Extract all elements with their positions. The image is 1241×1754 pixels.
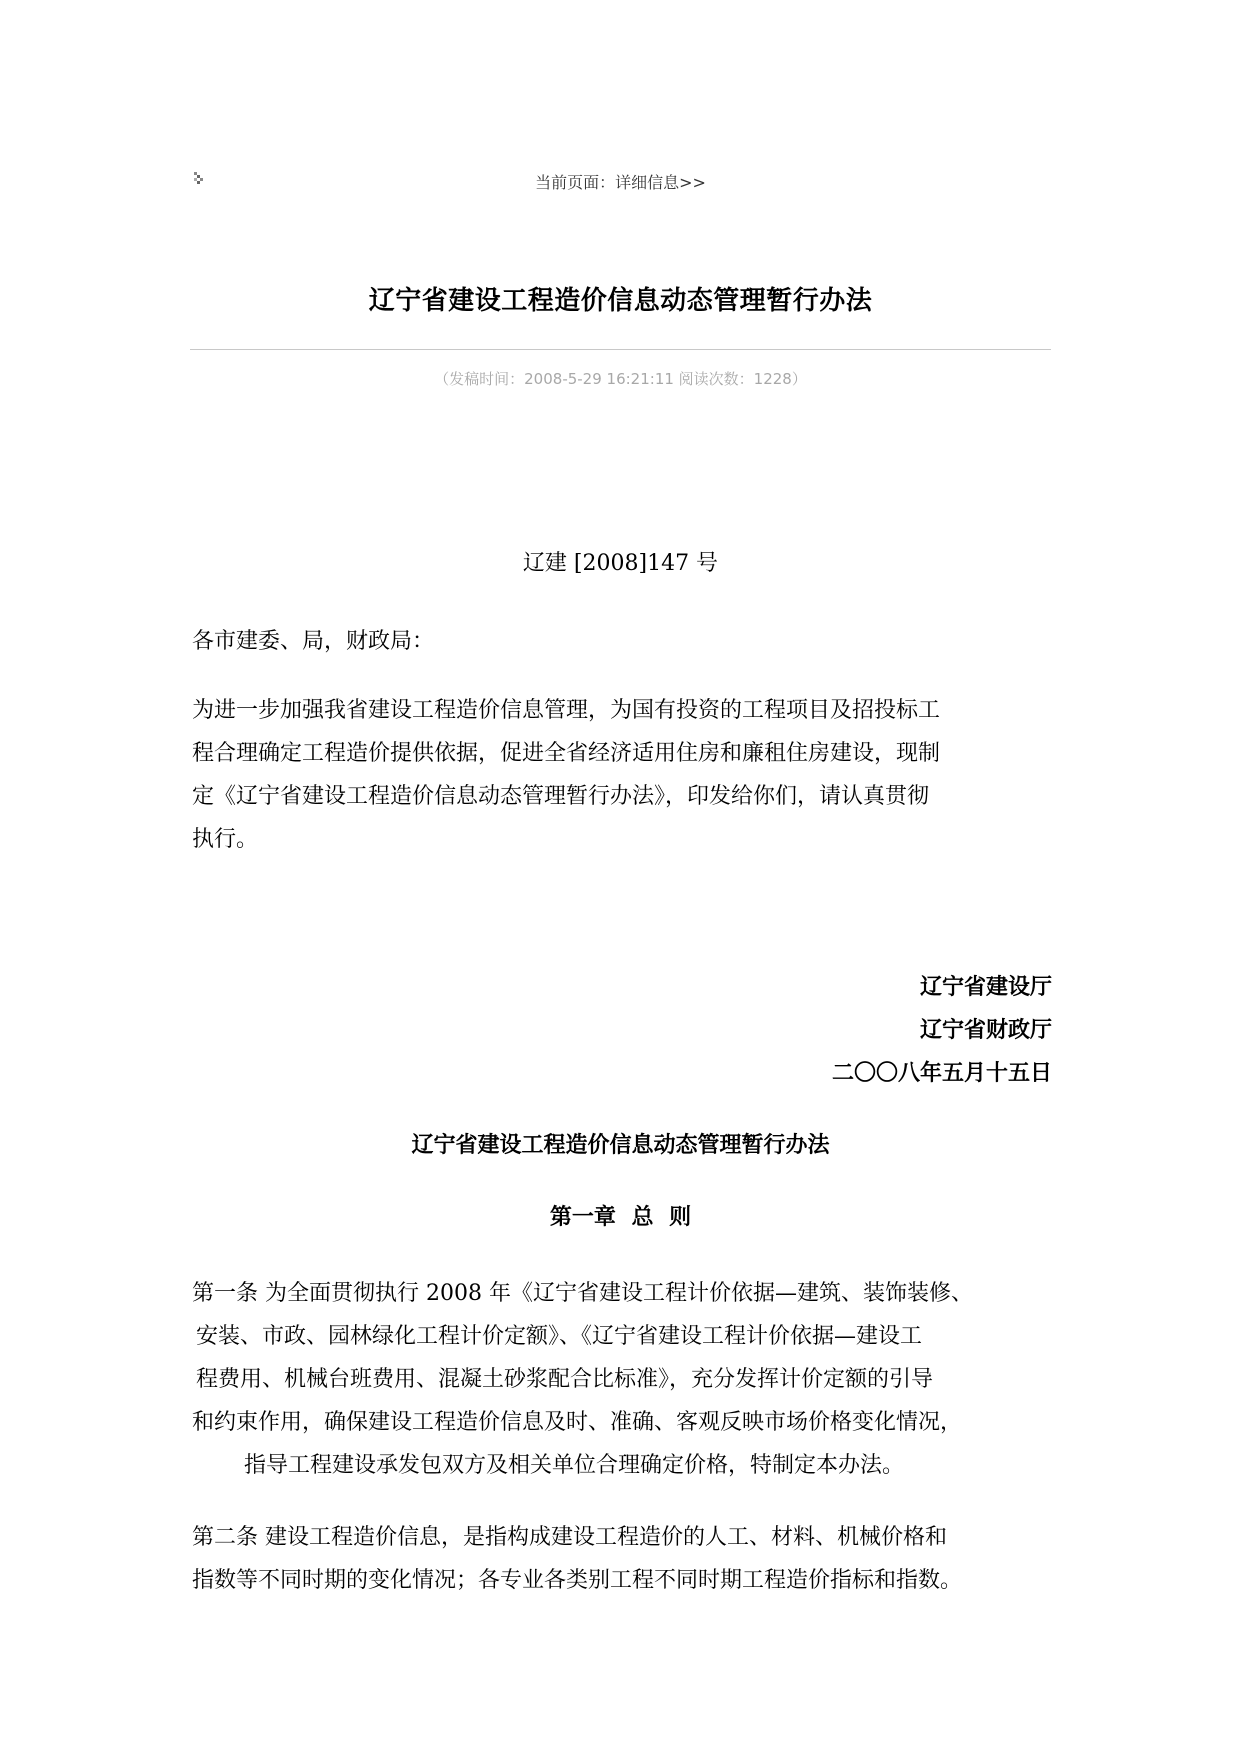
article-1-line: 程费用、机械台班费用、混凝土砂浆配合比标准》，充分发挥计价定额的引导 [196, 1367, 934, 1392]
signature-finance-dept: 辽宁省财政厅 [919, 1018, 1052, 1043]
intro-line: 为进一步加强我省建设工程造价信息管理，为国有投资的工程项目及招投标工 [192, 698, 941, 723]
signature-date: 二〇〇八年五月十五日 [831, 1061, 1052, 1086]
intro-paragraph [192, 689, 1054, 861]
intro-line: 程合理确定工程造价提供依据，促进全省经济适用住房和廉租住房建设，现制 [192, 741, 941, 766]
addressee: 各市建委、局，财政局： [192, 629, 435, 654]
page-title: 辽宁省建设工程造价信息动态管理暂行办法 [368, 286, 873, 316]
article-1-line: 指导工程建设承发包双方及相关单位合理确定价格，特制定本办法。 [244, 1453, 905, 1478]
title-divider [190, 349, 1051, 350]
intro-line: 执行。 [192, 827, 259, 852]
breadcrumb: 当前页面：详细信息>> [535, 173, 706, 192]
article-1-line: 第一条 为全面贯彻执行 2008 年《辽宁省建设工程计价依据—建筑、装饰装修、 [192, 1281, 973, 1306]
document-number: 辽建 [2008]147 号 [522, 551, 719, 576]
intro-line: 定《辽宁省建设工程造价信息动态管理暂行办法》，印发给你们，请认真贯彻 [192, 784, 930, 809]
article-2-line: 指数等不同时期的变化情况；各专业各类别工程不同时期工程造价指标和指数。 [192, 1568, 963, 1593]
article-1-line: 和约束作用，确保建设工程造价信息及时、准确、客观反映市场价格变化情况， [192, 1410, 963, 1435]
regulation-title: 辽宁省建设工程造价信息动态管理暂行办法 [411, 1133, 830, 1158]
article-2-line: 第二条 建设工程造价信息，是指构成建设工程造价的人工、材料、机械价格和 [192, 1525, 947, 1550]
signature-construction-dept: 辽宁省建设厅 [919, 975, 1052, 1000]
article-1-line: 安装、市政、园林绿化工程计价定额》、《辽宁省建设工程计价依据—建设工 [196, 1324, 923, 1349]
bullet-arrow-icon [194, 172, 206, 184]
chapter-heading: 第一章 总 则 [549, 1205, 692, 1230]
publish-meta: （发稿时间：2008-5-29 16:21:11 阅读次数：1228） [434, 370, 807, 388]
